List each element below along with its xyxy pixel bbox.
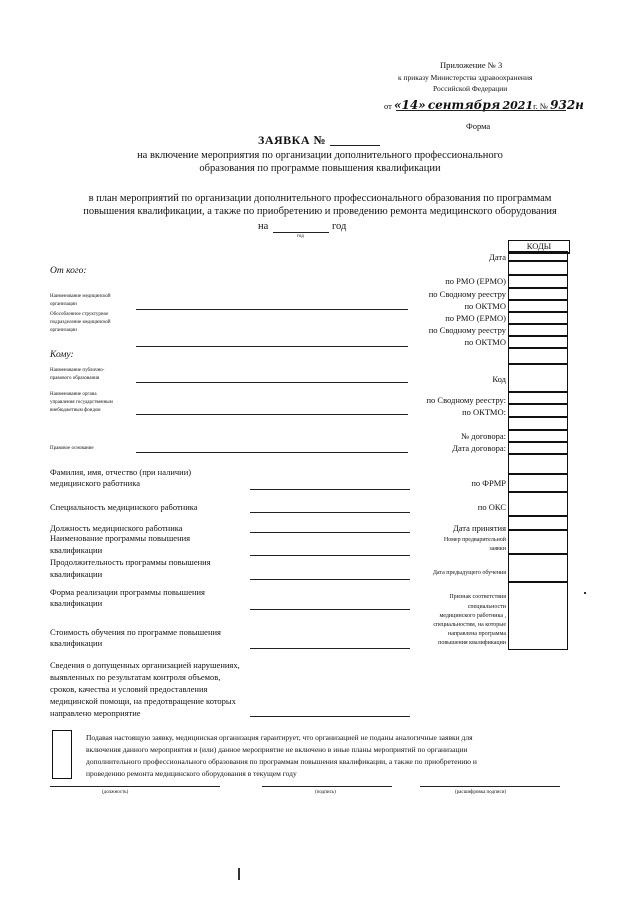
plan-line-1: в план мероприятий по организации дополнительного профессионального образования по программам xyxy=(88,193,552,204)
prog-label-2: квалификации xyxy=(50,545,103,555)
code-cell-prelim xyxy=(508,530,568,554)
code-cell-svod3 xyxy=(508,392,568,404)
annex-line-2: к приказу Министерства здравоохранения xyxy=(398,73,533,82)
scan-mark xyxy=(238,868,240,880)
viol-label-1: Сведения о допущенных организацией нарушениях, xyxy=(50,660,240,670)
code-cell-hire xyxy=(508,516,568,530)
date-underline xyxy=(396,110,566,111)
sign-caption: (подпись) xyxy=(315,790,336,795)
code-cell-dogovor-date xyxy=(508,442,568,454)
label-match-2: специальности xyxy=(467,604,506,610)
code-cell-rmo1 xyxy=(508,275,568,288)
code-cell-svod1 xyxy=(508,288,568,300)
viol-label-4: медицинской помощи, на предотвращение которых xyxy=(50,696,236,706)
label-match-6: повышения квалификации xyxy=(438,640,506,646)
viol-label-3: сроков, качества и условий предоставления xyxy=(50,684,208,694)
org-label-2: организации xyxy=(50,302,77,307)
sub-label-3: организации xyxy=(50,328,77,333)
label-dogovor-num: № договора: xyxy=(461,431,506,441)
label-svod-3: по Сводному реестру: xyxy=(426,395,506,405)
code-cell-blank-2 xyxy=(508,348,568,364)
viol-label-2: выявленных по результатам контроля объемов, xyxy=(50,672,221,682)
fund-label-1: Наименование органа xyxy=(50,392,97,397)
label-match-3: медицинского работника , xyxy=(439,613,506,619)
annex-line-3: Российской Федерации xyxy=(433,84,508,93)
label-svod-1: по Сводному реестру xyxy=(428,289,506,299)
prog-label-1: Наименование программы повышения xyxy=(50,533,191,543)
sub-line[interactable] xyxy=(136,346,408,347)
decode-caption: (расшифровка подписи) xyxy=(455,790,507,795)
decode-line[interactable] xyxy=(420,786,560,787)
code-cell-rmo2 xyxy=(508,312,568,324)
label-frmr: по ФРМР xyxy=(471,478,506,488)
scan-dot xyxy=(584,592,586,594)
label-rmo-1: по РМО (ЕРМО) xyxy=(445,276,506,286)
spec-line[interactable] xyxy=(250,512,410,513)
spec-label: Специальность медицинского работника xyxy=(50,502,198,512)
sub-label-1: Обособленное структурное xyxy=(50,312,109,317)
label-match-1: Признак соответствия xyxy=(449,594,506,600)
fund-line[interactable] xyxy=(136,414,408,415)
sub-label-2: подразделение медицинской xyxy=(50,320,111,325)
label-date: Дата xyxy=(489,252,506,262)
plan-line-2: повышения квалификации, а также по приобретению и проведению ремонта медицинского оборудования xyxy=(83,206,557,217)
codes-header: КОДЫ xyxy=(509,241,569,253)
code-cell-blank-3 xyxy=(508,417,568,430)
label-prelim-2: заявки xyxy=(489,546,506,552)
label-prev-date: Дата предыдущего обучения xyxy=(432,570,506,576)
subtitle-line-1: на включение мероприятия по организации дополнительного профессионального xyxy=(137,150,503,161)
label-prelim-1: Номер предварительной xyxy=(443,537,506,543)
form-line[interactable] xyxy=(250,609,410,610)
page-title: ЗАЯВКА № xyxy=(258,133,327,147)
year-prefix: на xyxy=(258,221,269,232)
code-cell-dogovor-num xyxy=(508,430,568,442)
label-hire-date: Дата принятия xyxy=(452,523,506,533)
form-label-1: Форма реализации программы повышения xyxy=(50,587,205,597)
code-cell-oktmo3 xyxy=(508,404,568,417)
cost-label-1: Стоимость обучения по программе повышения xyxy=(50,627,221,637)
position-line[interactable] xyxy=(50,786,220,787)
pos-label: Должность медицинского работника xyxy=(50,523,183,533)
from-label: От кого: xyxy=(50,266,87,276)
code-cell-date xyxy=(508,251,568,261)
form-label: Форма xyxy=(466,121,491,131)
to-label: Кому: xyxy=(50,350,74,360)
label-match-4: специальностям, на которые xyxy=(433,622,506,628)
org-line[interactable] xyxy=(136,309,408,310)
fio-label-1: Фамилия, имя, отчество (при наличии) xyxy=(50,467,192,477)
subtitle-line-2: образования по программе повышения квалификации xyxy=(199,163,441,174)
declaration-line-3: дополнительного профессионального образования по программам повышения квалификации, а также по приобретению и xyxy=(86,757,477,766)
fund-label-3: внебюджетным фондом xyxy=(50,408,101,413)
code-cell-prev xyxy=(508,554,568,582)
handwritten-number: 932н xyxy=(550,98,584,112)
dur-label-2: квалификации xyxy=(50,569,103,579)
prog-line[interactable] xyxy=(250,555,410,556)
org-label-1: Наименование медицинской xyxy=(50,294,111,299)
declaration-line-2: включения данного мероприятия и (или) данное мероприятие не включено в иные планы мероприятий по организации xyxy=(86,745,468,754)
cost-label-2: квалификации xyxy=(50,638,103,648)
label-oks: по ОКС xyxy=(477,502,506,512)
viol-line[interactable] xyxy=(250,716,410,717)
label-rmo-2: по РМО (ЕРМО) xyxy=(445,313,506,323)
label-kod: Код xyxy=(492,374,506,384)
code-cell-frmr xyxy=(508,474,568,492)
fio-line[interactable] xyxy=(250,489,410,490)
label-match-5: направлена программа xyxy=(447,631,506,637)
basis-line[interactable] xyxy=(136,452,408,453)
title-number-line xyxy=(330,145,380,146)
code-cell-oktmo2 xyxy=(508,336,568,348)
sign-line[interactable] xyxy=(262,786,392,787)
edu-line[interactable] xyxy=(136,382,408,383)
declaration-line-1: Подавая настоящую заявку, медицинская организация гарантирует, что организацией не поданы аналогичные заявки для xyxy=(86,733,473,742)
label-oktmo-1: по ОКТМО xyxy=(464,301,506,311)
dur-line[interactable] xyxy=(250,579,410,580)
annex-line-1: Приложение № 3 xyxy=(440,60,503,70)
pos-line[interactable] xyxy=(250,532,410,533)
label-svod-2: по Сводному реестру xyxy=(428,325,506,335)
code-cell-kod xyxy=(508,364,568,392)
code-cell-svod2 xyxy=(508,324,568,336)
code-cell-oks xyxy=(508,492,568,516)
label-oktmo-3: по ОКТМО: xyxy=(462,407,506,417)
handwritten-month: сентября xyxy=(427,98,501,112)
viol-label-5: направлено мероприятие xyxy=(50,708,141,718)
dur-label-1: Продолжительность программы повышения xyxy=(50,557,211,567)
position-caption: (должность) xyxy=(102,790,129,795)
annex-date: от «14» сентября 2021г. № 932н xyxy=(384,98,584,112)
basis-label: Правовое основание xyxy=(50,446,94,451)
handwritten-day: «14» xyxy=(393,98,426,112)
code-cell-blank xyxy=(508,261,568,275)
handwritten-year: 2021 xyxy=(502,99,534,112)
fio-label-2: медицинского работника xyxy=(50,478,141,488)
fund-label-2: управления государственным xyxy=(50,400,113,405)
code-cell-blank-4 xyxy=(508,454,568,474)
year-line xyxy=(273,232,329,233)
edu-label-1: Наименование публично- xyxy=(50,368,105,373)
code-cell-match xyxy=(508,582,568,650)
edu-label-2: правового образования xyxy=(50,376,100,381)
declaration-checkbox[interactable] xyxy=(52,730,72,779)
label-dogovor-date: Дата договора: xyxy=(452,443,506,453)
cost-line[interactable] xyxy=(250,648,410,649)
year-caption: год xyxy=(297,234,304,239)
code-cell-oktmo1 xyxy=(508,300,568,312)
declaration-line-4: проведению ремонта медицинского оборудования в текущем году xyxy=(86,769,297,778)
label-oktmo-2: по ОКТМО xyxy=(464,337,506,347)
year-suffix: год xyxy=(332,221,347,232)
form-label-2: квалификации xyxy=(50,598,103,608)
